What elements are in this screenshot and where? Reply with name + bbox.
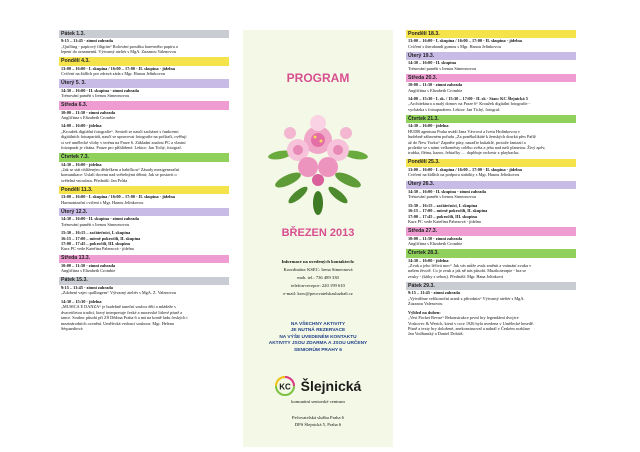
event-line: fotoaparát je vítána. Pouze pro přihlášené. Lektor: Jan Tichý, fotograf. (61, 145, 182, 151)
event-line: 14:30 – 16:00 - II. skupina - zimní zahrada (408, 189, 486, 195)
event-line: HUDR agentura Praha uvádí Jana Vávrová a Ivetu Hrdinkovou v (408, 128, 520, 134)
event-line: 14:30 – 16:00 - jídelna (408, 257, 449, 263)
event-line: hudebně zábavném pořadu „Za poněkolikáté k ženských dosrká přes Paříž (408, 134, 536, 140)
logo-text: Šlejnická (300, 378, 362, 394)
email: e-mail: ksec@pecovatelskasluzba6.cz (283, 291, 353, 296)
event-line: „MUSICA E DANZA“ je hudebně taneční soubor děti a mládeže s (61, 304, 176, 310)
day-header: Úterý 12.3. (59, 208, 229, 216)
flower-bouquet-image (268, 95, 368, 215)
event-line: Jan Vodňanský a Daniel Dobiáš. (408, 331, 464, 337)
day-header: Čtvrtek 7.3. (59, 153, 229, 161)
notice-line-2: JE NUTNÁ REZERVACE (290, 328, 346, 334)
phone-reception: telefon-recepce: 220 199 610 (291, 283, 345, 288)
day-header: Pátek 1.3. (59, 30, 229, 38)
event-line: „Kroužek digitální fotografie“. Senioři se naučí zacházet s funkcemi (61, 128, 179, 134)
event-line: „Jak se stát ohlíženým dědečkem a babičkou“ Zásady mezigenerační (61, 167, 180, 173)
event-line: 13:00 – 16:00 - I. skupina / 16:00 – 17:00 - II. skupina - jídelna (61, 194, 175, 200)
info-heading: Informace na uvedených kontaktech: (281, 259, 355, 264)
event-line: až do New Yorku“ Zapněte pásy, nasaďte kukaklé, protože fantazií a (408, 139, 526, 145)
event-line: trubka, flétna, kazoo, řehtačky … doplňuje orchestr z playbacku. (408, 150, 520, 156)
phone-mobile: mob. tel.: 736 489 330 (297, 275, 339, 280)
event-line: 14:30 – 16:00 - II. skupina (408, 60, 456, 66)
schedule-section (406, 227, 576, 246)
day-header: Čtvrtek 21.3. (406, 115, 576, 123)
event-line: 14:30 – 16:00 - II. skupina - zimní zahrada (61, 87, 139, 93)
event-line: Séquardtová (61, 325, 83, 331)
notice-line-1: NA VŠECHNY AKTIVITY (290, 322, 346, 327)
event-line: 9:15 – 11:45 - zimní zahrada (61, 285, 113, 291)
event-line: lepení do ornamentů. Výtvarný ateliér s MgA. Zuzanou Valenovou (61, 49, 176, 54)
schedule-section (59, 57, 229, 76)
event-line: „Zvuk a jeho léčivá moc“ Jak vás může zvuk změnit a vnímání zvuku v (408, 263, 532, 269)
program-title: PROGRAM (286, 71, 350, 85)
event-line: proletíte se s námi velkoměsty celého světa a jeho nad naší planetou. Živý zpěv, (408, 145, 546, 151)
schedule-section (59, 30, 229, 54)
day-header: Středa 13.3. (59, 255, 229, 263)
event-line: 10:00 – 11:30 - zimní zahrada (408, 235, 463, 241)
event-line: 9:15 – 11:45 - zimní zahrada (408, 290, 460, 296)
event-line: digitálních fotoaparátů, naučí se upravovat fotografie na počítači, ověřují (61, 134, 187, 140)
event-line: 10:00 – 11:30 - zimní zahrada (61, 109, 116, 115)
svg-text:KC: KC (278, 382, 291, 392)
event-line: 9:15 – 11:45 - zimní zahrada (61, 38, 113, 44)
event-line: komunikace: Uslalí docenu nad světelnými dětmi; Jak se postavit o (61, 172, 177, 178)
schedule-section (406, 249, 576, 279)
day-header: Středa 6.3. (59, 101, 229, 109)
schedule-section (59, 277, 229, 331)
schedule-section (406, 282, 576, 336)
right-schedule-column (406, 30, 576, 340)
notice-line-5: SENIORŮM PRAHY 6 (294, 347, 342, 353)
day-header: Pátek 15.3. (59, 277, 229, 285)
schedule-section (59, 186, 229, 205)
event-line: 16:15 – 17:00 – mírně pokročilí, II. skupina (61, 235, 141, 241)
event-line: Cvičení na židlích na podporu stability s Mgr. Hanou Jelínkovou (408, 172, 520, 178)
kc-logo-icon (275, 376, 295, 396)
event-line: Trénování paměti s Irenou Simeonovou (408, 194, 477, 200)
day-header: Pondělí 11.3. (59, 186, 229, 194)
event-line: Angličtina s Elizabeth Crombie (408, 241, 463, 247)
schedule-section (59, 101, 229, 150)
event-line: 15:30 – 16:15 – začátečníci, I. skupina (408, 202, 478, 208)
address (243, 414, 393, 428)
day-header: Úterý 5. 3. (59, 79, 229, 87)
event-line: „Zdobení vajec quillingem“ Výtvarný ateliér s MgA. Z. Valenovou (61, 290, 177, 296)
schedule-section (406, 52, 576, 71)
event-line: Voskovec & Werich, která v roce 1926 byla uvedena v Umělecké besedě. (408, 320, 534, 326)
schedule-section (406, 181, 576, 225)
event-line: zvuky - (šátky s sebou). Přednáší: Mgr. Hana Jelínková (408, 273, 503, 279)
day-header: Pondělí 25.3. (406, 159, 576, 167)
event-line: 14:00 – 16:00 - jídelna (61, 123, 102, 129)
event-line: 17:00 – 17:45 – pokročilí, III. skupina (408, 213, 477, 219)
event-line: „Vytváříme velikonoční aranž z přírodnin“ Výtvarný ateliér s MgA. (408, 295, 525, 301)
event-line: 10:00 – 11:30 - zimní zahrada (61, 263, 116, 269)
event-line: 14:00 – 15:30 - I. sk. / 15:30 – 17:00 - II. sk - Stan: KC Šlejnická 5 (408, 96, 528, 101)
event-line: 10:00 – 11:30 - zimní zahrada (408, 82, 463, 88)
day-header: Pondělí 4.3. (59, 57, 229, 65)
event-line: Harmonizační cvičení s Mgr. Hanou Jelínkovou (61, 199, 144, 205)
event-line: dvacetiletou tradicí, který interpretuje české a moravské lidové písně a (61, 309, 183, 315)
event-line: „Architektura a malý domov na Praze 6“ Kroužek digitální fotografie - (408, 101, 530, 107)
reservation-notice (243, 322, 393, 354)
event-line: 15:30 – 16:15 – začátečníci, I. skupina (61, 230, 131, 236)
event-line: 17:00 – 17:45 – pokročilí, III. skupina (61, 241, 130, 247)
logo (243, 376, 393, 398)
event-line: „Vest Pocket Revue“ Rekonstrukce první hry legendární dvojice (408, 315, 519, 321)
schedule-section (59, 255, 229, 274)
event-line: 13:00 – 16:00 - I. skupina / 16:00 – 17:00 - II. skupina - jídelna (408, 38, 522, 44)
contact-info (243, 258, 393, 298)
event-line: Angličtina s Elizabeth Crombie (408, 87, 463, 93)
day-header: Pondělí 18.3. (406, 30, 576, 38)
middle-panel (243, 30, 393, 447)
event-line: Výhled na duben: (408, 309, 441, 315)
schedule-section (59, 153, 229, 183)
left-schedule-column (59, 30, 229, 334)
event-line: 16:15 – 17:00 – mírně pokročilí, II. skupina (408, 208, 488, 214)
coordinator: Koordinátor KSEC: Irena Simeonová (283, 267, 353, 272)
day-header: Úterý 26.3. (406, 181, 576, 189)
schedule-section (59, 79, 229, 98)
event-line: našem životě. Co je zvuk a jak ně nás působí. Muzikoterapie - hra se (408, 268, 527, 274)
event-line: 14:30 – 16:00 - jídelna (61, 161, 102, 167)
address-line-2: DPS Šlejnická 5, Praha 6 (294, 422, 342, 427)
event-line: 14:30 – 16:00 - jídelna (408, 123, 449, 129)
schedule-section (406, 74, 576, 112)
day-header: Středa 27.3. (406, 227, 576, 235)
schedule-section (59, 208, 229, 252)
day-header: Pátek 29.3. (406, 282, 576, 290)
notice-line-4: AKTIVITY JSOU ZDARMA A JSOU URČENY (268, 341, 368, 347)
event-line: Cvičení s therabandí gumou s Mgr. Hanou Jelínkovou (408, 43, 501, 49)
event-line: Kurz PC vede Kateřina Pabezová - jídelna (61, 246, 134, 252)
event-line: 13:00 – 16:00 - I. skupina / 16:00 – 17:00 - II. skupina - jídelna (408, 167, 522, 173)
event-line: Kurz PC vede Kateřina Pabezová - jídelna (408, 219, 481, 225)
event-line: Trénování paměti s Irenou Simeonovou (61, 221, 130, 227)
event-line: Trénování paměti s Irenou Simeonovou (61, 93, 130, 98)
day-header: Úterý 19.3. (406, 52, 576, 60)
address-line-1: Pečovatelská služba Praha 6 (292, 415, 344, 420)
event-line: vycházka s fotoaparátem. Lektor: Jan Tichý, fotograf. (408, 106, 501, 112)
event-line: „Quilling - papírový filigrán“ Rolování proužku barevného papíru a (61, 43, 178, 49)
month-title: BŘEZEN 2013 (281, 227, 355, 239)
day-header: Čtvrtek 28.3. (406, 249, 576, 257)
event-line: tance. Soubor působí při ZŠ Dědina Praha 6 a má na kontě řadu českých i (61, 315, 188, 321)
event-line: Angličtina s Elizabeth Crombie (61, 115, 116, 120)
event-line: si své umělecké vlohy v terénu na Praze 6. Základní znalost PC a vlastní (61, 139, 186, 145)
schedule-section (406, 115, 576, 156)
schedule-section (406, 159, 576, 178)
schedule-section (406, 30, 576, 49)
event-line: mezinárodních ocenění. Umělecká vedoucí souboru: Mgr. Helena (61, 320, 174, 326)
event-line: 13:00 – 16:00 - I. skupina / 16:00 – 17:00 - II. skupina - jídelna (61, 65, 175, 71)
event-line: Cvičení na židlích pro zdravá záda s Mgr. Hanou Jelínkovou (61, 71, 166, 76)
event-line: 14:30 – 16:00 - II. skupina - zimní zahrada (61, 216, 139, 222)
event-line: světelná vnoučata. Přednáší: Jan Průša (61, 177, 128, 183)
notice-line-3: NA VÝŠE UVEDENÉM KONTAKTU (279, 334, 357, 340)
event-line: Trénování paměti s Irenou Simeonovou (408, 65, 477, 71)
logo-subtitle: komunitní seniorské centrum (291, 399, 345, 404)
event-line: Angličtina s Elizabeth Crombie (61, 268, 116, 274)
day-header: Středa 20.3. (406, 74, 576, 82)
event-line: Písně a texty hry doložené, znekonstruoval a nahrál v Českém rozhlase (408, 325, 531, 331)
event-line: 14:30 – 15:30 - jídelna (61, 298, 102, 304)
event-line: Zuzanou Valenovou (408, 301, 443, 307)
